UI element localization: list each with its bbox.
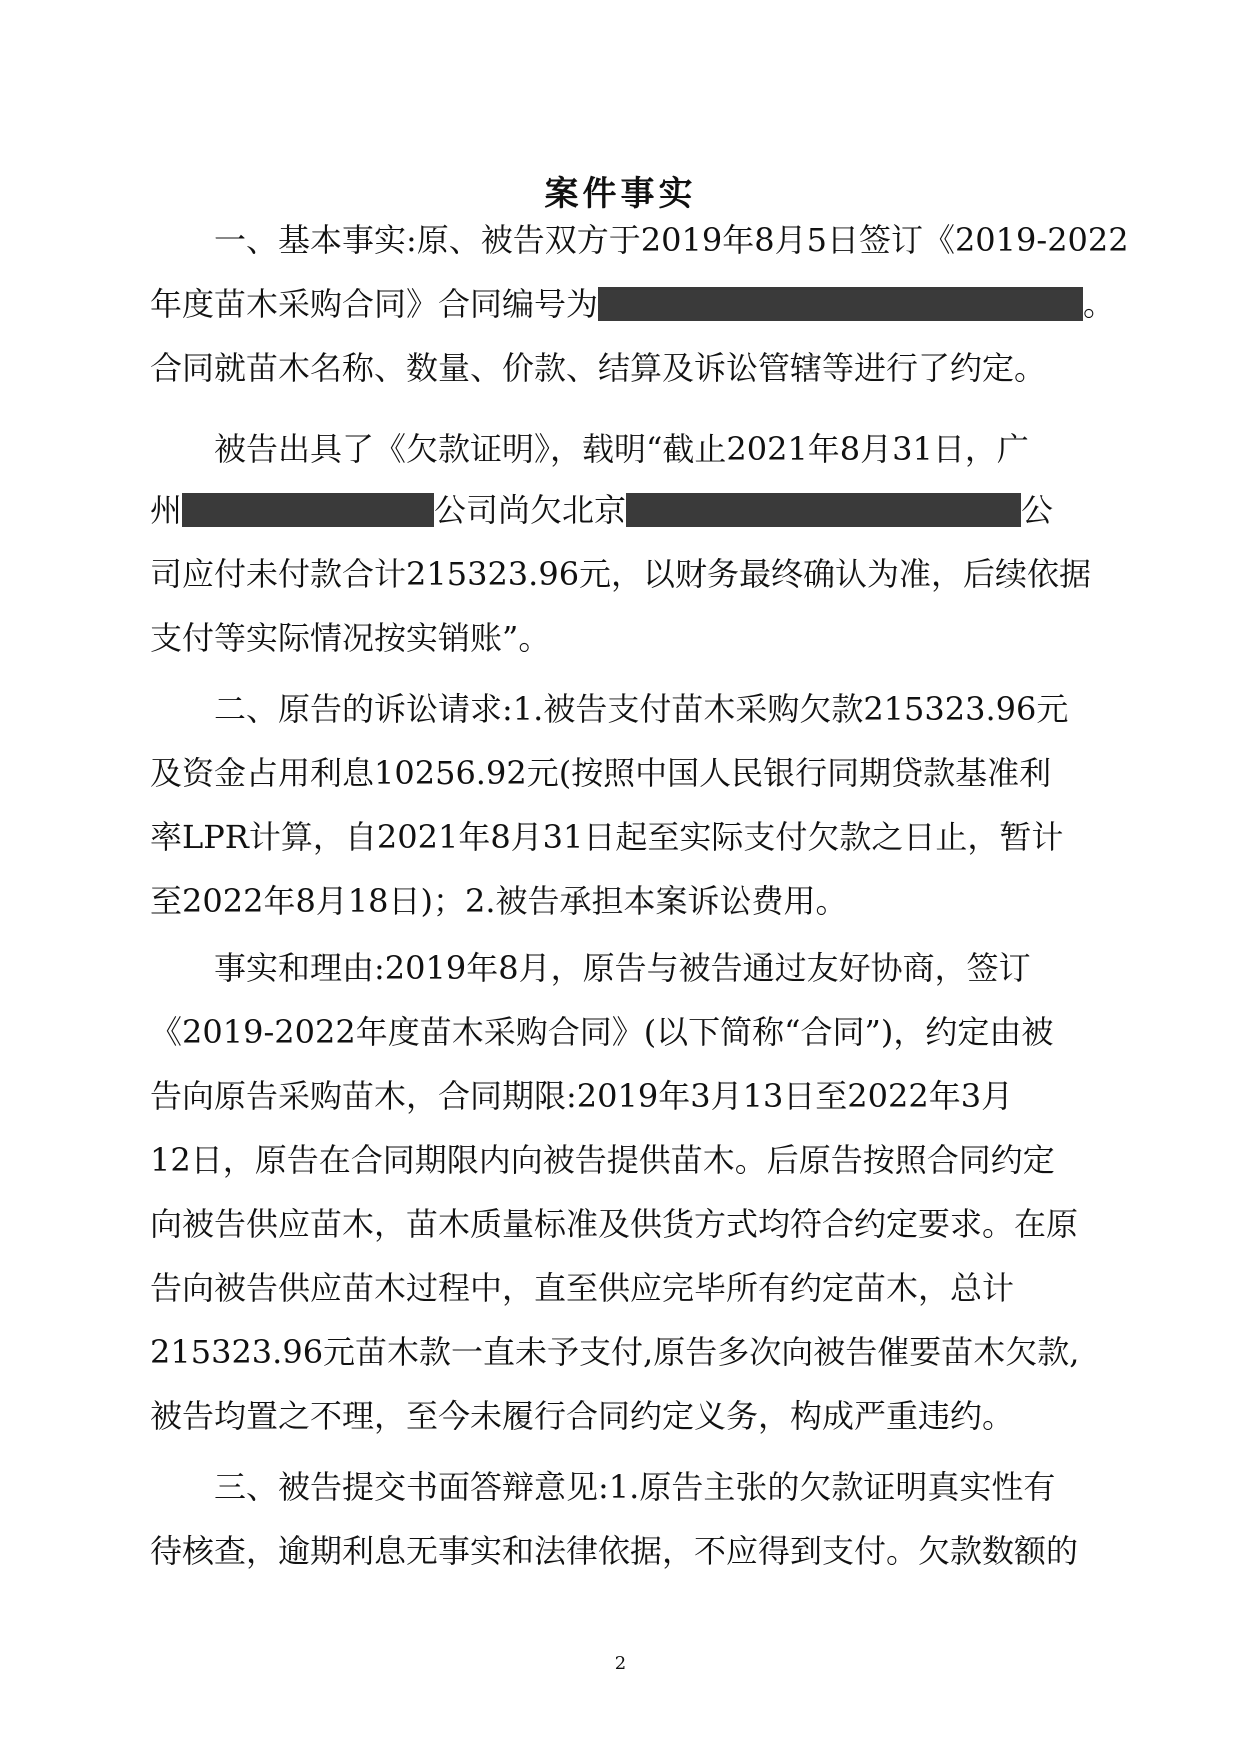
redaction-box	[182, 493, 434, 527]
text-line: 率LPR计算，自2021年8月31日起至实际支付欠款之日止，暂计	[150, 818, 1064, 856]
text-line: 待核查，逾期利息无事实和法律依据，不应得到支付。欠款数额的	[150, 1532, 1079, 1570]
text-line: 及资金占用利息10256.92元(按照中国人民银行同期贷款基准利	[150, 754, 1052, 792]
text-line: 三、被告提交书面答辩意见:1.原告主张的欠款证明真实性有	[214, 1468, 1056, 1506]
text-line: 被告出具了《欠款证明》，载明“截止2021年8月31日，广	[214, 430, 1029, 468]
text-segment: 公	[1021, 491, 1054, 529]
redaction-box	[626, 493, 1021, 527]
text-line: 合同就苗木名称、数量、价款、结算及诉讼管辖等进行了约定。	[150, 349, 1047, 387]
text-line: 被告均置之不理，至今未履行合同约定义务，构成严重违约。	[150, 1397, 1015, 1435]
text-line: 告向原告采购苗木，合同期限:2019年3月13日至2022年3月	[150, 1077, 1014, 1115]
text-line: 告向被告供应苗木过程中，直至供应完毕所有约定苗木，总计	[150, 1269, 1015, 1307]
text-line: 至2022年8月18日)；2.被告承担本案诉讼费用。	[150, 882, 848, 920]
text-line	[150, 282, 1115, 326]
redaction-box	[598, 287, 1083, 321]
text-segment: 。	[1083, 285, 1116, 323]
text-line: 司应付未付款合计215323.96元，以财务最终确认为准，后续依据	[150, 555, 1092, 593]
text-line: 12日，原告在合同期限内向被告提供苗木。后原告按照合同约定	[150, 1141, 1055, 1179]
text-line: 事实和理由:2019年8月，原告与被告通过友好协商，签订	[214, 949, 1031, 987]
text-line: 215323.96元苗木款一直未予支付,原告多次向被告催要苗木欠款,	[150, 1333, 1080, 1371]
text-segment: 公司尚欠北京	[434, 491, 627, 529]
text-segment: 州	[150, 491, 183, 529]
text-segment: 年度苗木采购合同》合同编号为	[150, 285, 599, 323]
text-line: 二、原告的诉讼请求:1.被告支付苗木采购欠款215323.96元	[214, 690, 1069, 728]
page-title: 案件事实	[544, 174, 697, 214]
text-line: 支付等实际情况按实销账”。	[150, 619, 551, 657]
text-line	[150, 488, 1053, 532]
text-line: 《2019-2022年度苗木采购合同》(以下简称“合同”)，约定由被	[150, 1013, 1054, 1051]
text-line: 向被告供应苗木，苗木质量标准及供货方式均符合约定要求。在原	[150, 1205, 1079, 1243]
text-line: 一、基本事实:原、被告双方于2019年8月5日签订《2019-2022	[214, 221, 1129, 259]
page-number: 2	[614, 1653, 627, 1674]
